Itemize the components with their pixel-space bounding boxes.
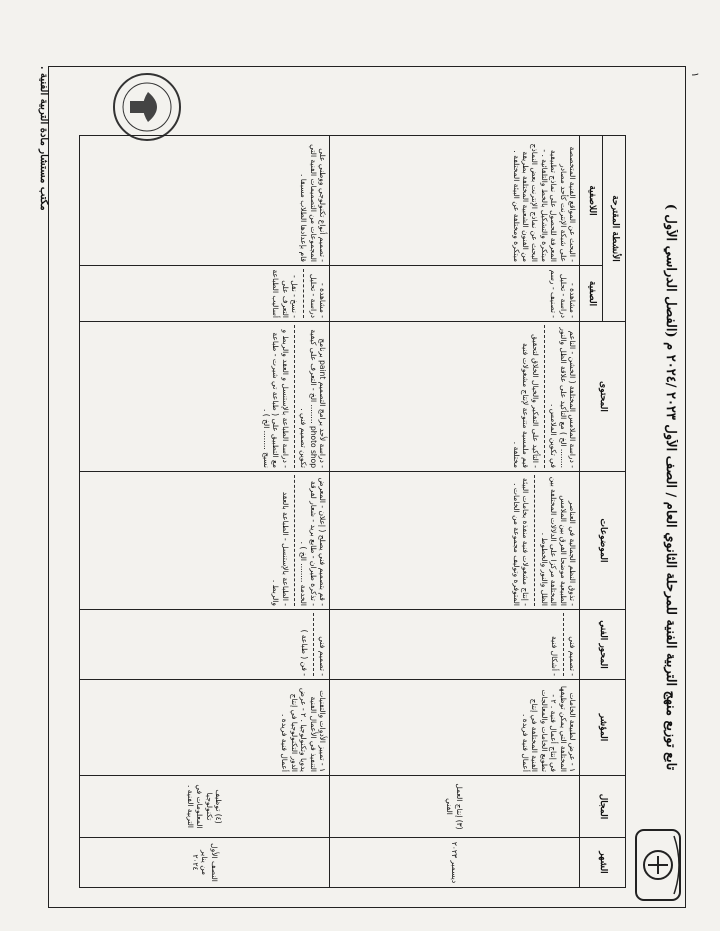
cell-axis (80, 610, 330, 680)
cell-domain: (٤) توظيف تكنولوجيا المعلومات في التربية الفنية . (80, 776, 330, 838)
header-topics: الموضوعات (580, 472, 626, 610)
topic-item: - قم بتصميم فني يصلح ( إعلان - المعرض - تذكرة طيران - طابع بريد - شعار لفرقة الخدمة ........ الخ ) . (299, 477, 327, 606)
document-title: تابع توزيع منهج التربية الفنية للمرحلة الثانوي العام / الصف الأول ٢٠٢٣ /٢٠٢٤ م (الفصل الدراسي الأول ) (663, 203, 678, 771)
divider (544, 325, 545, 468)
cell-class-activities (80, 266, 330, 322)
cell-axis (330, 610, 580, 680)
header-domain: المجال (580, 776, 626, 838)
table-row (330, 136, 580, 888)
class-item: - نسخ - نقل - التعرف على أساليب الطباعة (271, 269, 300, 318)
header-axis: المحور الفني (580, 610, 626, 680)
axis-item: - أشكال فنية (549, 636, 559, 676)
header-month: الشهر (580, 838, 626, 888)
cell-content (330, 322, 580, 472)
rotated-content (38, 66, 700, 908)
divider (313, 613, 314, 676)
cell-topics (80, 472, 330, 610)
topic-item: - تذوق النظم الجمالية في العناصر الطبيعية موضحا الفرق بين الملامس المختلفة مركزا على الدلالات المختلفة بين الظل والنور والخطوط . (539, 476, 577, 606)
header-class: الصفية (580, 266, 603, 322)
cell-topics (330, 472, 580, 610)
axis-item: - تصميم فني (318, 636, 327, 676)
divider (294, 325, 295, 468)
topic-item: - الطباعة بالإستنسل - الطباعة بالعقد والربط . (271, 491, 290, 606)
divider (535, 475, 536, 606)
page-number: ١ (689, 72, 700, 78)
content-item: - التأكيد على التفكير والخيال الخلاق لتحقيق قيم ملمسية متنوعة لإنتاج مشغولات فنية مختلفة . (512, 334, 540, 468)
divider (294, 475, 295, 606)
table-row (80, 136, 330, 888)
cell-indicator: ١ - عرض لطبيعة الخامات المختلفة التي يمكن توظيفها في إنتاج أعمال فنية . ٢ - تطويع الخامات والمعالجات الفنية المختلفة في إنتاج أعمال فنية فريدة . (330, 680, 580, 776)
content-item: - دراسة الملامس المختلفة ( الخشن - الناعم ........ الخ ) مع التأكيد على علاقة الظل والنور في تكوين الملامس . (549, 327, 577, 468)
divider (303, 269, 304, 318)
cell-month: ديسمبر ٢٠٢٣ (330, 838, 580, 888)
content-item: - دراسة لأحد برامج التصميم paint برنامج photo shop ........ الخ - التعرف على كيفية تكوين تصميم فني . (299, 329, 327, 468)
header-activities: الأنشطة المقترحة (603, 136, 626, 322)
divider (563, 613, 564, 676)
cell-class-activities: - مشاهدة - دراسة - تحليل - تصنيف - رسم (330, 266, 580, 322)
ministry-logo-icon (632, 826, 684, 904)
cell-extra-activities: - البحث عن المواقع الفنية المتخصصة على شبكة الإنترنت كأحد مصادر المعرفة للحصول على نماذج تطبيقية مبتكرة والتشكيل بالخط والتلقائية . - البحث عن نماذج الإنترنت بعض النماذج من الفنون الشعبية المختلفة بطريقة مبتكرة ومختلفة عن البيئة المختلفة . (330, 136, 580, 266)
class-item: - مشاهدة - دراسة - تحليل (308, 273, 327, 318)
cell-content (80, 322, 330, 472)
axis-item: - تصميم فني (568, 636, 577, 676)
cell-domain: (٣) إنتاج العمل الفني (330, 776, 580, 838)
axis-item: - فن ( طباعة ) (299, 629, 309, 676)
topic-item: - إنتاج مشغولات فنية منفذة بخامات البيئة المتوفرة وتوليف مجموعة من الخامات . (512, 478, 531, 606)
cell-indicator: ١ - تمييز الأدوات والتقنيات التنفيذ في الأعمال الفنية يدويا وتكنولوجيا . ٢ - عرض الدور التكنولوجيا في إنتاج أعمال فنية فريدة . (80, 680, 330, 776)
table-header-row (603, 136, 626, 888)
header-extra: اللاصفية (580, 136, 603, 266)
cell-extra-activities: - تصميم أنواع تكنولوجي ووطني على المجموعات من التصميمات الفنية التي قام بإعدادها الطلاب مسبقا . (80, 136, 330, 266)
header-indicator: المؤشر (580, 680, 626, 776)
content-item: - دراسة الطباعة بالإستنسل و العقد والربط و مع التطبيق على ( طباعة تي شيرت - طباعة نسيج ........ الخ ) . (262, 329, 290, 468)
header-content: المحتوى (580, 322, 626, 472)
cell-month: النصف الأول من يناير ٢٠٢٤ (80, 838, 330, 888)
curriculum-table (79, 135, 626, 888)
footer-note: مكتب مستشار مادة التربية الفنية . (38, 66, 49, 211)
page-frame (38, 66, 700, 908)
eagle-emblem-icon (108, 70, 186, 144)
